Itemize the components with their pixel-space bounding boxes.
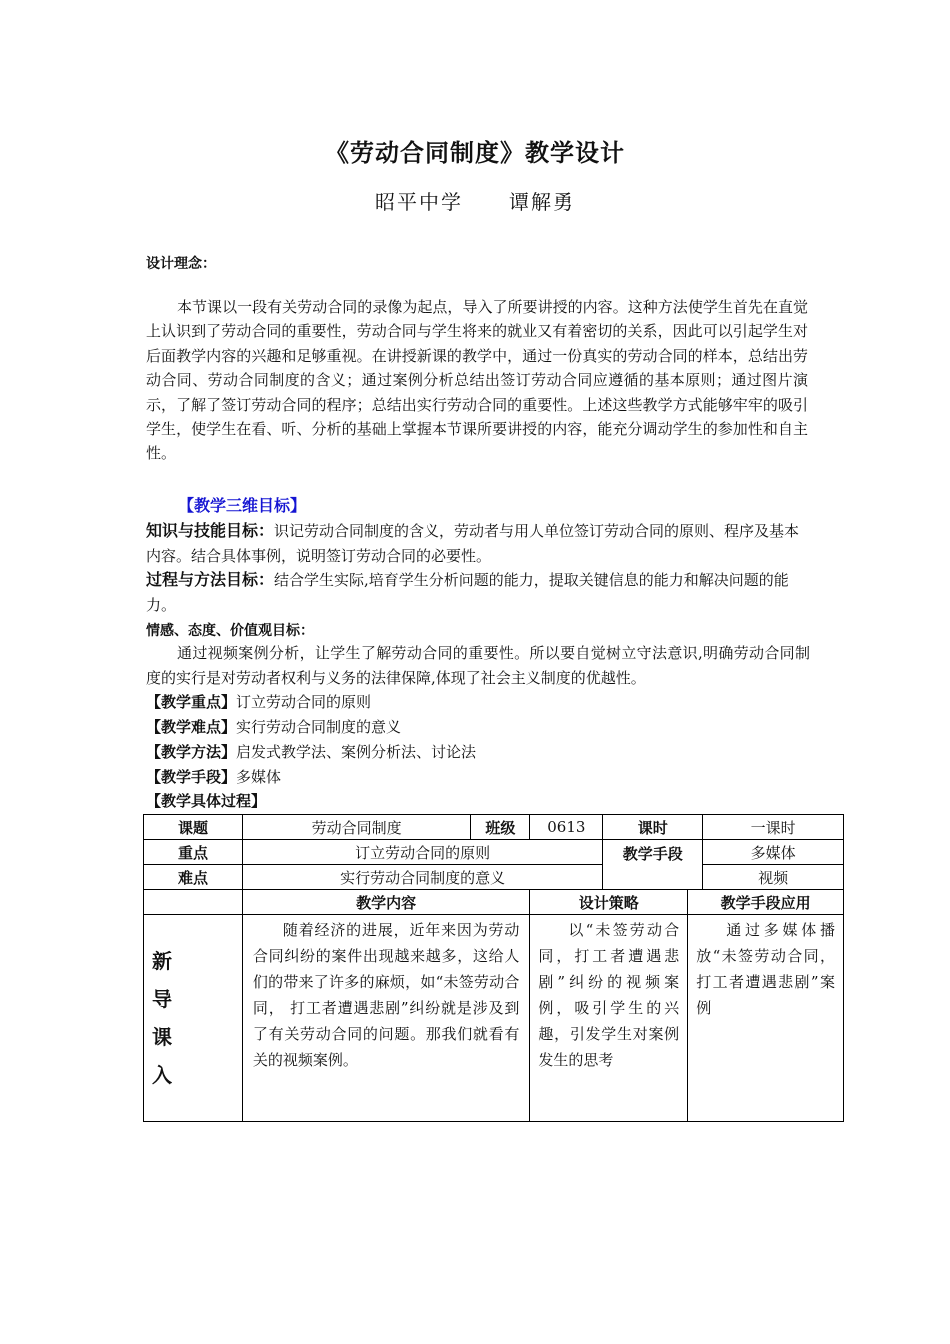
table-header-row [144, 890, 844, 915]
table-row [144, 840, 844, 865]
knowledge-goal-text: 识记劳动合同制度的含义，劳动者与用人单位签订劳动合同的原则、程序及基本内容。结合具体事例，说明签订劳动合同的必要性。 [146, 522, 800, 565]
period-label: 课时 [603, 815, 703, 840]
strategy-text: 以“未签劳动合同，打工者遭遇悲剧”纠纷的视频案例，吸引学生的兴趣，引发学生对案例发生的思考 [538, 921, 680, 1069]
teaching-method-line [146, 741, 476, 763]
key-point-label: 重点 [144, 840, 243, 865]
author-school: 昭平中学 [375, 190, 463, 214]
teaching-method-tag: 【教学方法】 [146, 743, 237, 761]
period-value: 一课时 [703, 815, 844, 840]
teaching-difficulty-value: 实行劳动合同制度的意义 [236, 718, 402, 736]
table-row [144, 815, 844, 840]
process-heading: 【教学具体过程】 [146, 792, 267, 810]
teaching-means-tag: 【教学手段】 [146, 768, 237, 786]
key-point-value: 订立劳动合同的原则 [242, 840, 602, 865]
teaching-process-table [143, 814, 844, 1122]
process-goal [146, 567, 812, 618]
means-value-2: 视频 [703, 865, 844, 890]
design-concept-text: 本节课以一段有关劳动合同的录像为起点，导入了所要讲授的内容。这种方法使学生首先在直觉上认识到了劳动合同的重要性，劳动合同与学生将来的就业又有着密切的关系，因此可以引起学生对后面教学内容的兴趣和足够重视。在讲授新课的教学中，通过一份真实的劳动合同的样本，总结出劳动合同、劳动合同制度的含义；通过案例分析总结出签订劳动合同应遵循的基本原则；通过图片演示，了解了签订劳动合同的程序；总结出实行劳动合同的重要性。上述这些教学方式能够牢牢的吸引学生，使学生在看、听、分析的基础上掌握本节课所要讲授的内容，能充分调动学生的参加性和自主性。 [146, 298, 808, 463]
knowledge-goal-label: 知识与技能目标： [146, 521, 275, 540]
media-text: 通过多媒体播放“未签劳动合同，打工者遭遇悲剧”案例 [696, 921, 835, 1017]
teaching-means-value: 多媒体 [236, 768, 282, 786]
table-row [144, 865, 844, 890]
difficulty-label: 难点 [144, 865, 243, 890]
topic-label: 课题 [144, 815, 243, 840]
col-strategy-header: 设计策略 [530, 890, 688, 915]
teaching-difficulty-line [146, 716, 401, 738]
process-goal-label: 过程与方法目标： [146, 570, 275, 589]
class-label: 班级 [471, 815, 530, 840]
process-goal-text: 结合学生实际,培育学生分析问题的能力，提取关键信息的能力和解决问题的能力。 [146, 571, 789, 614]
teaching-means-line [146, 766, 281, 788]
objectives-heading: 【教学三维目标】 [178, 496, 307, 515]
stage-label: 新导 课入 [144, 915, 243, 1122]
knowledge-goal [146, 518, 812, 569]
difficulty-value: 实行劳动合同制度的意义 [242, 865, 602, 890]
class-value: 0613 [530, 815, 603, 840]
emotion-goal-text: 通过视频案例分析，让学生了解劳动合同的重要性。所以要自觉树立守法意识,明确劳动合同制度的实行是对劳动者权利与义务的法律保障,体现了社会主义制度的优越性。 [146, 644, 810, 687]
means-value-1: 多媒体 [703, 840, 844, 865]
teaching-key-value: 订立劳动合同的原则 [236, 693, 372, 711]
teaching-key-tag: 【教学重点】 [146, 693, 237, 711]
content-text: 随着经济的进展，近年来因为劳动合同纠纷的案件出现越来越多，这给人们的带来了许多的麻烦，如“未签劳动合同， 打工者遭遇悲剧”纠纷就是涉及到了有关劳动合同的问题。那我们就看有关的视频案例。 [252, 921, 520, 1069]
strategy-cell [530, 915, 688, 1122]
design-concept-heading: 设计理念： [146, 256, 216, 272]
col-media-header: 教学手段应用 [688, 890, 844, 915]
col-content-header: 教学内容 [242, 890, 529, 915]
table-row [144, 915, 844, 1122]
teaching-key-line [146, 691, 371, 713]
content-cell [242, 915, 529, 1122]
author-line [0, 186, 950, 215]
teaching-difficulty-tag: 【教学难点】 [146, 718, 237, 736]
stage-header-empty [144, 890, 243, 915]
teaching-method-value: 启发式教学法、案例分析法、讨论法 [236, 743, 477, 761]
means-label: 教学手段 [603, 840, 703, 890]
emotion-goal-label: 情感、态度、价值观目标： [146, 623, 314, 639]
topic-value: 劳动合同制度 [242, 815, 471, 840]
media-cell [688, 915, 844, 1122]
document-title: 《劳动合同制度》教学设计 [325, 139, 625, 167]
author-name: 谭解勇 [509, 190, 575, 214]
